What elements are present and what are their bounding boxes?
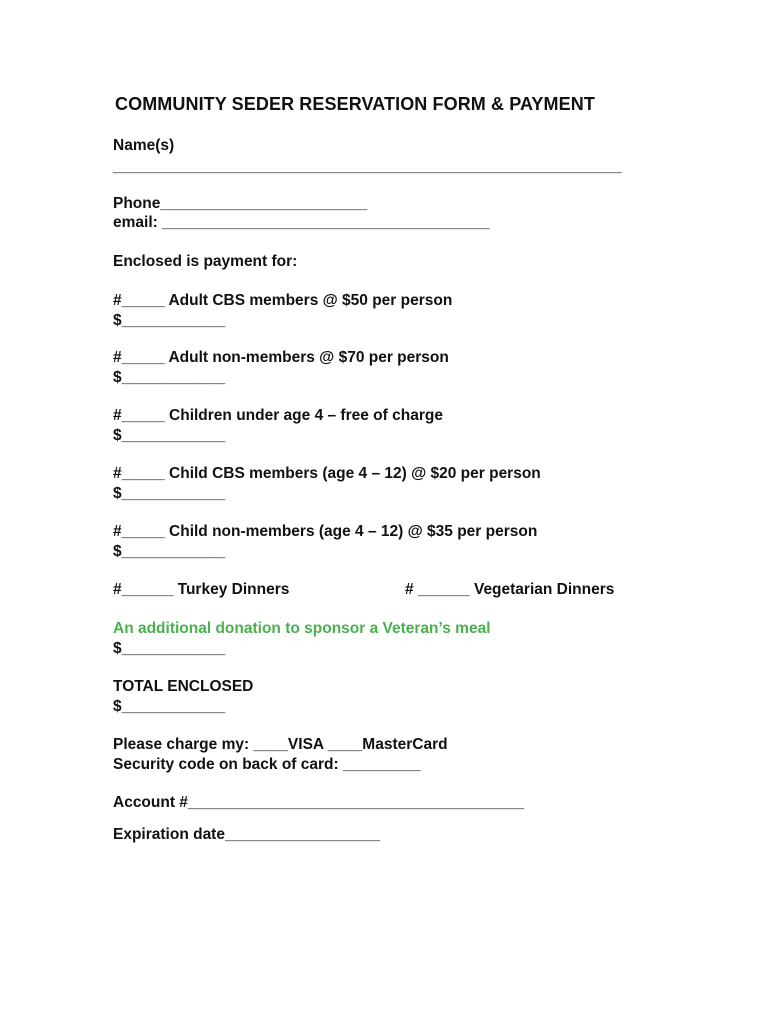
- total-amount-field[interactable]: $____________: [113, 698, 226, 715]
- donation-amount-field[interactable]: $____________: [113, 640, 226, 657]
- adult-nonmembers-amount-field[interactable]: $____________: [113, 369, 226, 386]
- security-code-field[interactable]: Security code on back of card: _________: [113, 756, 421, 773]
- children-under-4-amount-field[interactable]: $____________: [113, 427, 226, 444]
- adult-nonmembers-count-field[interactable]: #_____ Adult non-members @ $70 per person: [113, 349, 449, 366]
- donation-label: An additional donation to sponsor a Veteran’s meal: [113, 620, 491, 637]
- account-number-field[interactable]: Account #_______________________________________: [113, 794, 525, 811]
- child-members-count-field[interactable]: #_____ Child CBS members (age 4 – 12) @ $20 per person: [113, 465, 541, 482]
- card-type-field[interactable]: Please charge my: ____VISA ____MasterCard: [113, 736, 448, 753]
- child-nonmembers-count-field[interactable]: #_____ Child non-members (age 4 – 12) @ $35 per person: [113, 523, 538, 540]
- child-members-amount-field[interactable]: $____________: [113, 485, 226, 502]
- phone-field[interactable]: Phone________________________: [113, 195, 368, 212]
- total-label: TOTAL ENCLOSED: [113, 678, 254, 695]
- email-field[interactable]: email: ______________________________________: [113, 214, 490, 231]
- names-label: Name(s): [113, 137, 175, 154]
- names-field[interactable]: ___________________________________________________________: [113, 158, 622, 175]
- adult-members-amount-field[interactable]: $____________: [113, 312, 226, 329]
- form-title: COMMUNITY SEDER RESERVATION FORM & PAYMENT: [115, 94, 595, 114]
- adult-members-count-field[interactable]: #_____ Adult CBS members @ $50 per person: [113, 292, 453, 309]
- enclosed-label: Enclosed is payment for:: [113, 253, 298, 270]
- child-nonmembers-amount-field[interactable]: $____________: [113, 543, 226, 560]
- children-under-4-count-field[interactable]: #_____ Children under age 4 – free of charge: [113, 407, 443, 424]
- vegetarian-dinners-field[interactable]: # ______ Vegetarian Dinners: [405, 581, 615, 598]
- expiration-date-field[interactable]: Expiration date__________________: [113, 826, 381, 843]
- turkey-dinners-field[interactable]: #______ Turkey Dinners: [113, 581, 290, 598]
